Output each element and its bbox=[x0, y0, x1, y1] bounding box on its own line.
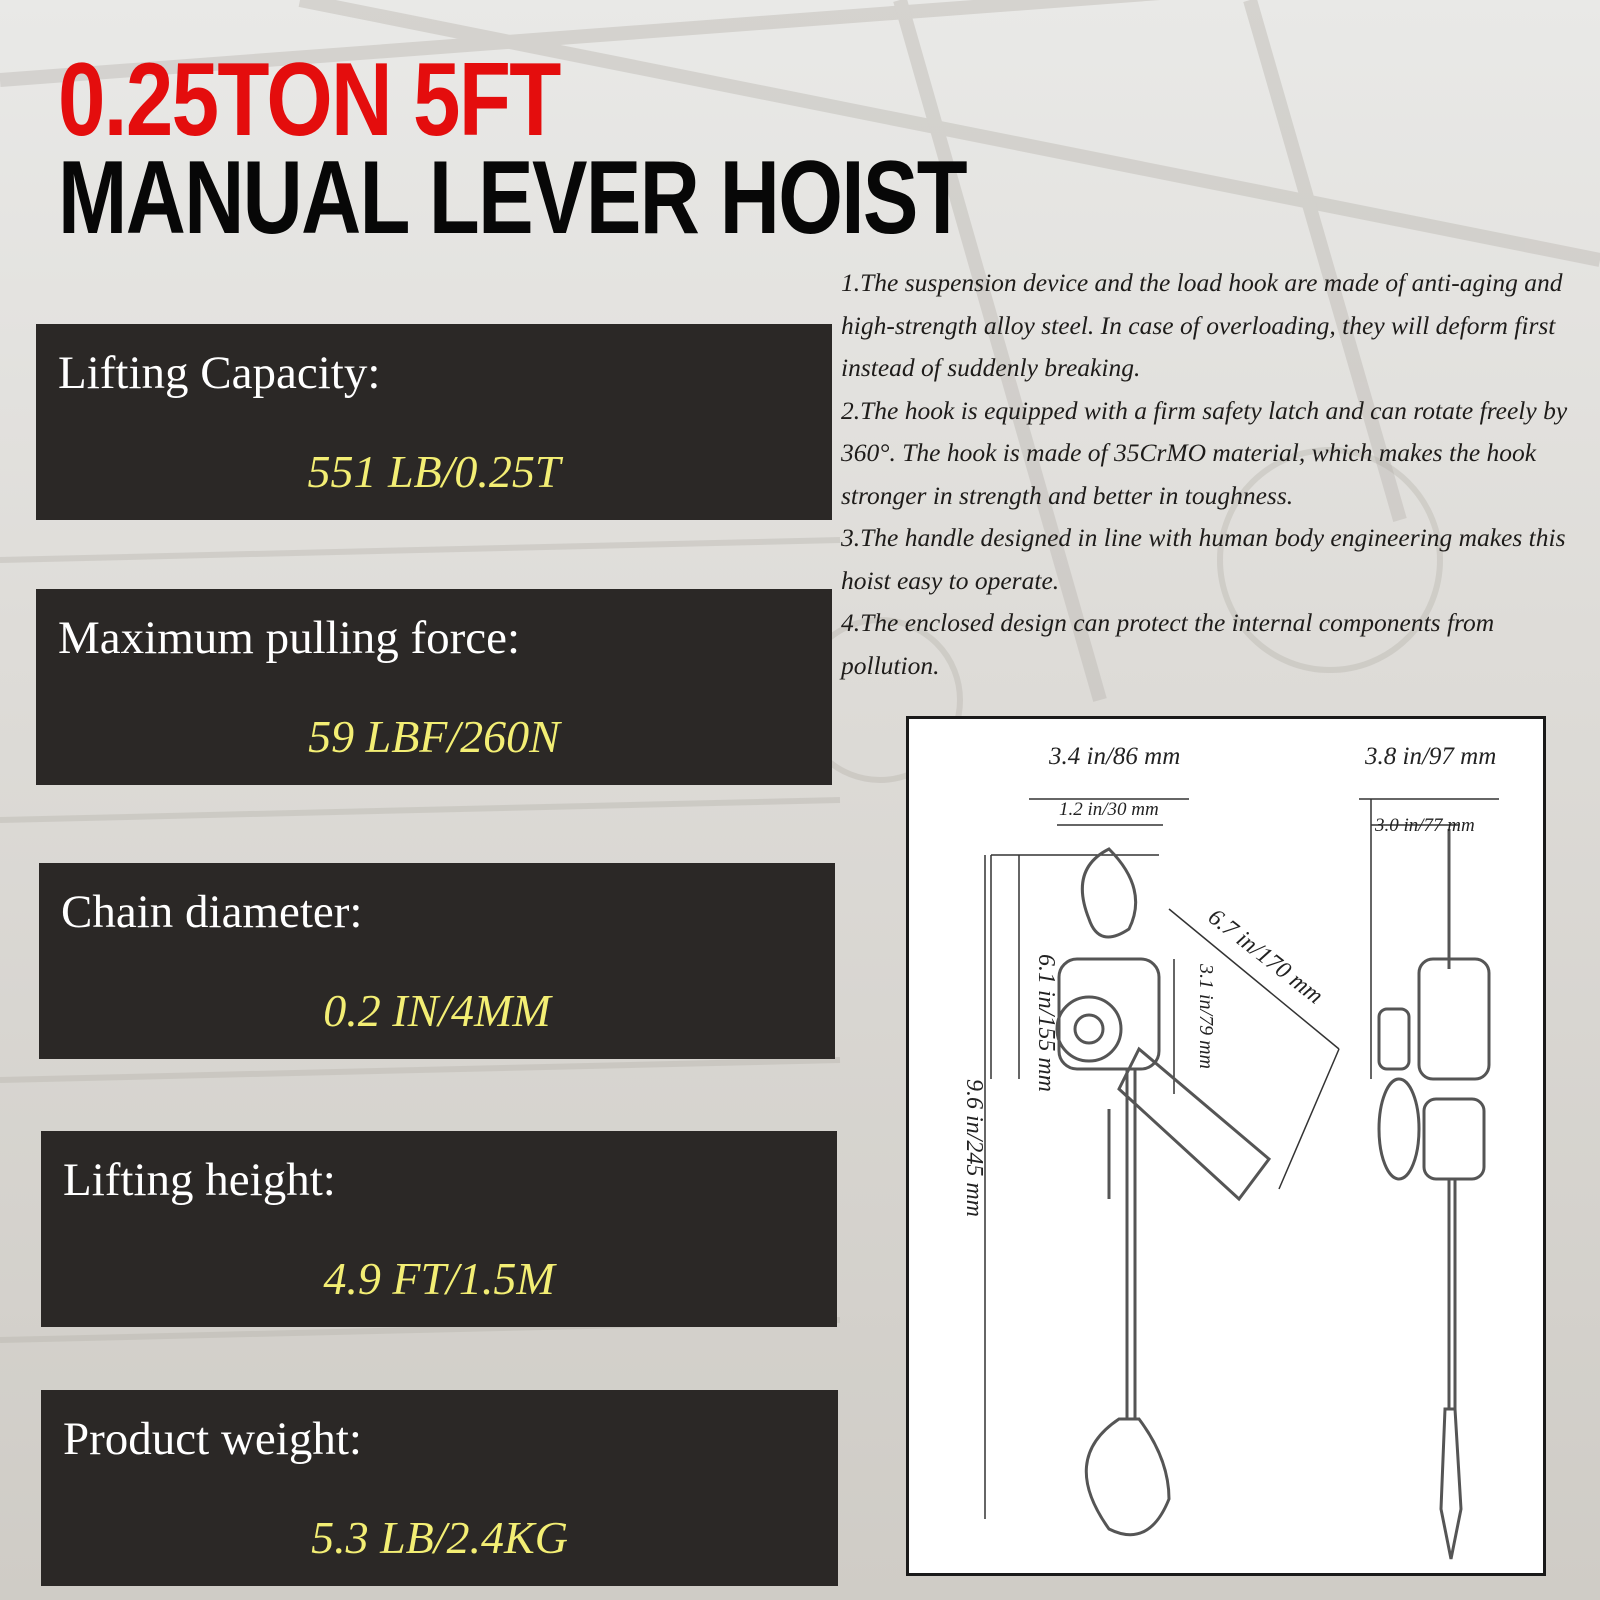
spec-label: Chain diameter: bbox=[61, 886, 363, 938]
dimension-hook-width: 1.2 in/30 mm bbox=[1059, 799, 1159, 820]
spec-card-product-weight bbox=[41, 1390, 838, 1586]
dimension-total-height: 9.6 in/245 mm bbox=[961, 1079, 987, 1217]
spec-value: 4.9 FT/1.5M bbox=[323, 1253, 555, 1304]
feature-item: 2.The hook is equipped with a firm safety latch and can rotate freely by 360°. The hook is made of 35CrMO material, which makes the hook stronger in strength and better in toughness. bbox=[841, 395, 1568, 510]
feature-item: 3.The handle designed in line with human body engineering makes this hoist easy to operate. bbox=[841, 523, 1566, 595]
spec-label: Lifting height: bbox=[63, 1154, 336, 1206]
spec-value: 59 LBF/260N bbox=[308, 711, 560, 762]
dimension-housing-height: 3.1 in/79 mm bbox=[1195, 964, 1217, 1069]
spec-label: Product weight: bbox=[63, 1413, 362, 1465]
feature-item: 4.The enclosed design can protect the internal components from pollution. bbox=[841, 608, 1495, 680]
title-line-capacity: 0.25TON 5FT bbox=[58, 42, 560, 158]
dimension-front-width: 3.4 in/86 mm bbox=[1049, 743, 1181, 770]
feature-list bbox=[841, 262, 1593, 687]
dimension-side-width: 3.8 in/97 mm bbox=[1365, 743, 1497, 770]
dimension-handle-length: 6.7 in/170 mm bbox=[1202, 904, 1328, 1010]
spec-value: 5.3 LB/2.4KG bbox=[311, 1512, 568, 1563]
dimension-body-height: 6.1 in/155 mm bbox=[1033, 954, 1059, 1092]
dimension-side-inner-width: 3.0 in/77 mm bbox=[1375, 815, 1475, 836]
spec-value: 0.2 IN/4MM bbox=[323, 985, 551, 1036]
spec-card-lifting-height bbox=[41, 1131, 837, 1327]
title-line-product: MANUAL LEVER HOIST bbox=[58, 140, 967, 256]
spec-label: Lifting Capacity: bbox=[58, 347, 381, 399]
spec-value: 551 LB/0.25T bbox=[307, 446, 561, 497]
hoist-drawing bbox=[909, 719, 1543, 1573]
dimension-diagram bbox=[906, 716, 1546, 1576]
spec-card-chain-diameter bbox=[39, 863, 835, 1059]
spec-label: Maximum pulling force: bbox=[58, 612, 521, 664]
spec-card-lifting-capacity bbox=[36, 324, 832, 520]
spec-card-pulling-force bbox=[36, 589, 832, 785]
feature-item: 1.The suspension device and the load hook are made of anti-aging and high-strength alloy steel. In case of overloading, they will deform first instead of suddenly breaking. bbox=[841, 268, 1563, 382]
